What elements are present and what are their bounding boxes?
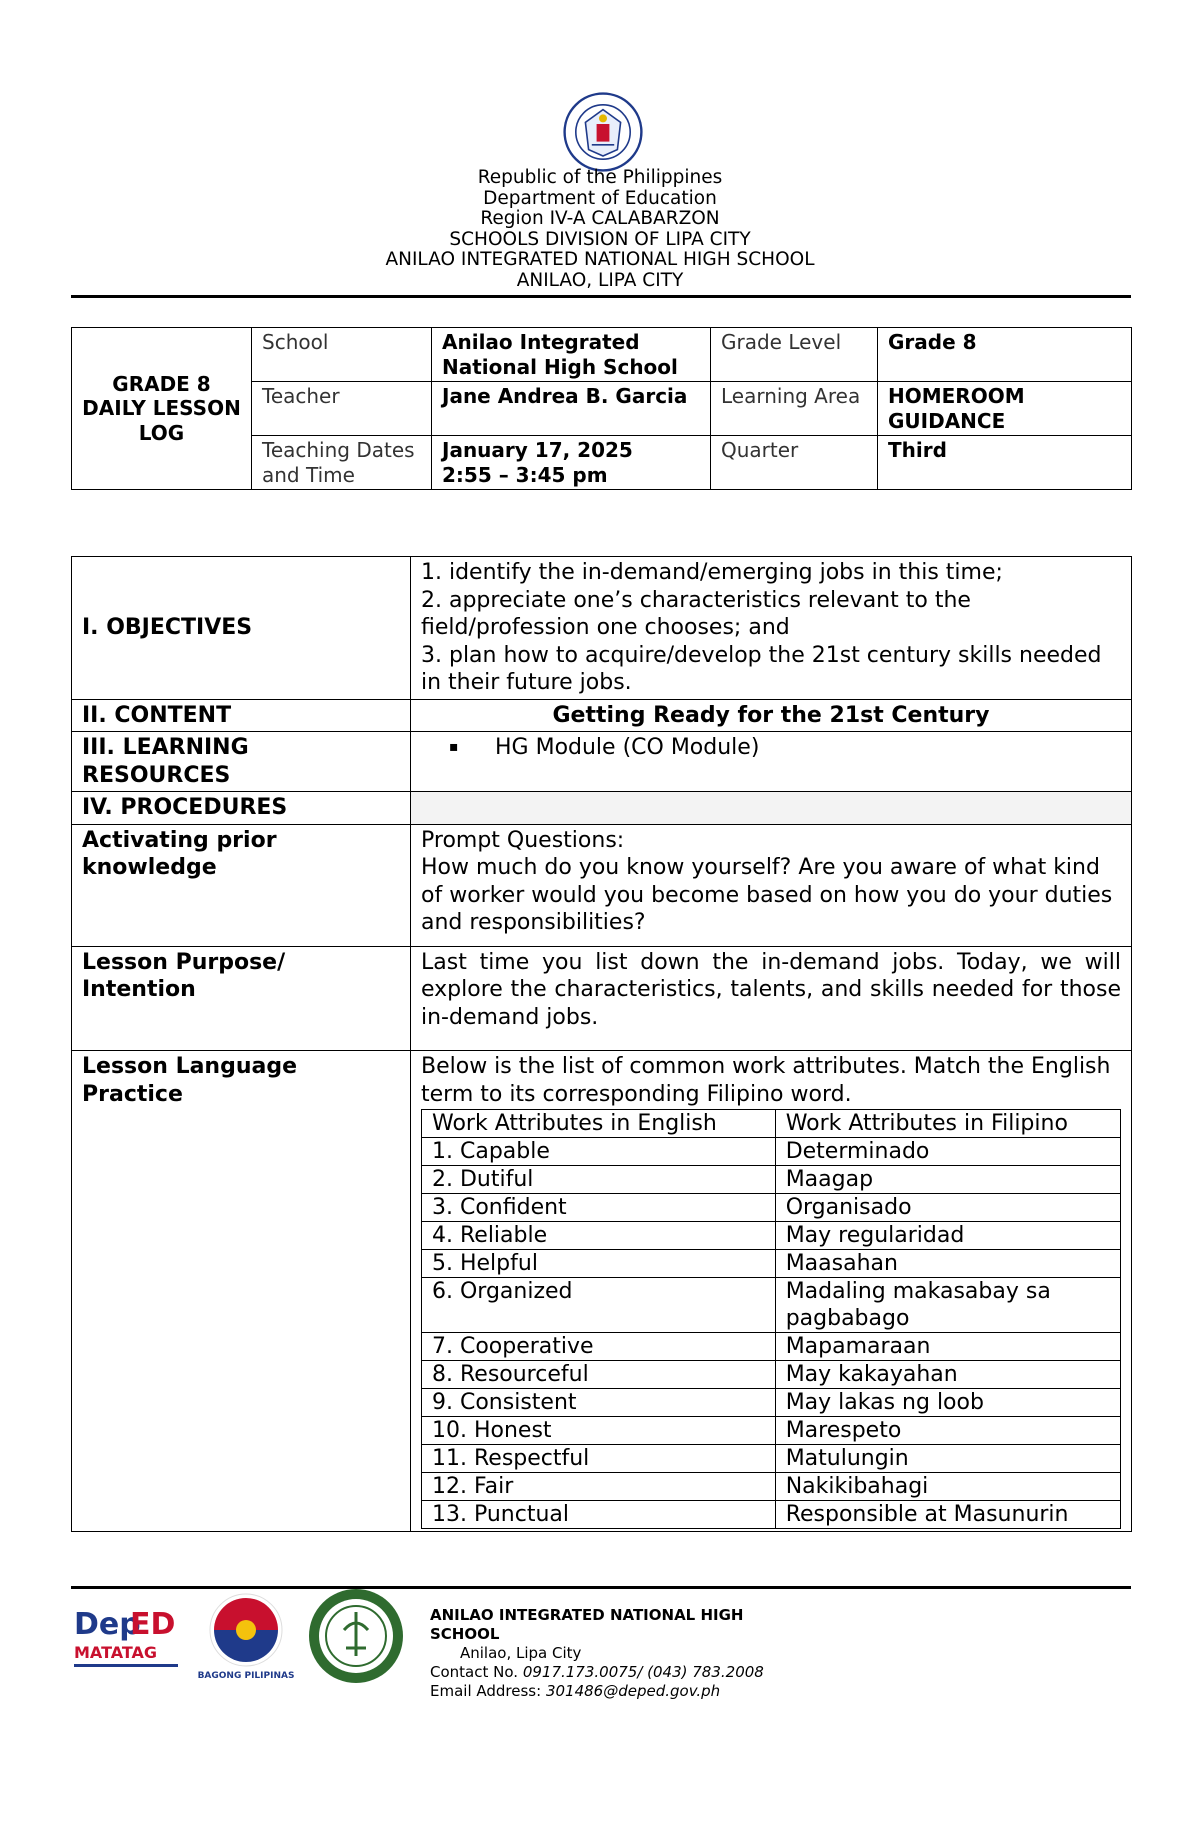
activating-row [72,824,1132,946]
attribute-english: 4. Reliable [422,1222,776,1250]
deped-seal-icon [553,92,653,172]
footer-divider [71,1586,1131,1589]
attribute-english: 2. Dutiful [422,1166,776,1194]
teacher-label: Teacher [252,382,432,436]
attribute-filipino: Maagap [775,1166,1120,1194]
attribute-english: 6. Organized [422,1278,776,1333]
teaching-date: January 17, 2025 [442,438,633,462]
email-value[interactable]: 301486@deped.gov.ph [545,1682,721,1700]
objective-item: 1. identify the in-demand/emerging jobs in this time; [421,560,1003,585]
attribute-filipino: May regularidad [775,1222,1120,1250]
attribute-filipino: Responsible at Masunurin [775,1501,1120,1529]
attribute-filipino: May kakayahan [775,1361,1120,1389]
objectives-row [72,557,1132,700]
school-label: School [252,328,432,382]
teacher-value: Jane Andrea B. Garcia [432,382,711,436]
contact-label: Contact No. [430,1663,519,1681]
attribute-row [422,1361,1121,1389]
deped-matatag-logo [72,1598,182,1676]
activating-text: How much do you know yourself? Are you aware of what kind of worker would you become based on how you do your duties and responsibilities? [421,855,1113,935]
activating-content [411,824,1132,946]
contact-value: 0917.173.0075/ (043) 783.2008 [522,1663,764,1681]
practice-text: Below is the list of common work attributes. Match the English term to its corresponding Filipino word. [421,1054,1111,1107]
content-value: Getting Ready for the 21st Century [411,699,1132,732]
document-header [0,168,1200,291]
attribute-row [422,1278,1121,1333]
resources-item [421,734,1121,762]
activating-label: Activating prior knowledge [72,824,411,946]
resources-label: III. LEARNING RESOURCES [72,732,411,792]
attribute-english: 1. Capable [422,1138,776,1166]
attribute-filipino: Marespeto [775,1417,1120,1445]
teaching-dates-value [432,436,711,490]
lesson-log-title: GRADE 8 DAILY LESSON LOG [72,328,252,490]
teaching-dates-label: Teaching Dates and Time [252,436,432,490]
attribute-filipino: May lakas ng loob [775,1389,1120,1417]
square-bullet-icon: ▪ [449,739,459,756]
attribute-row [422,1501,1121,1529]
attribute-filipino: Nakikibahagi [775,1473,1120,1501]
practice-label: Lesson Language Practice [72,1051,411,1532]
email-label: Email Address: [430,1682,542,1700]
objective-item: 2. appreciate one’s characteristics relevant to the field/profession one chooses; and [421,587,971,640]
objectives-list [411,557,1132,700]
svg-text:Dep: Dep [74,1607,141,1642]
purpose-label: Lesson Purpose/ Intention [72,946,411,1051]
practice-content [411,1051,1132,1532]
purpose-row [72,946,1132,1051]
learning-area-value: HOMEROOM GUIDANCE [878,382,1132,436]
teaching-time: 2:55 – 3:45 pm [442,462,608,487]
footer-school-name: ANILAO INTEGRATED NATIONAL HIGH SCHOOL [430,1606,744,1643]
attribute-english: 7. Cooperative [422,1333,776,1361]
resources-row [72,732,1132,792]
svg-text:BAGONG PILIPINAS: BAGONG PILIPINAS [197,1671,295,1681]
learning-area-label: Learning Area [711,382,878,436]
activating-prompt: Prompt Questions: [421,827,625,853]
attribute-english: 13. Punctual [422,1501,776,1529]
attribute-english: 5. Helpful [422,1250,776,1278]
school-value: Anilao Integrated National High School [432,328,711,382]
procedures-row [72,792,1132,825]
procedures-empty-cell [411,792,1132,825]
footer-contact-block [430,1606,770,1701]
attribute-row [422,1473,1121,1501]
header-line-school: ANILAO INTEGRATED NATIONAL HIGH SCHOOL [385,249,815,270]
header-line-republic: Republic of the Philippines [477,167,723,188]
attribute-filipino: Determinado [775,1138,1120,1166]
attribute-english: 12. Fair [422,1473,776,1501]
attr-header-english: Work Attributes in English [422,1110,776,1138]
attribute-filipino: Maasahan [775,1250,1120,1278]
attribute-row [422,1333,1121,1361]
svg-text:ED: ED [130,1607,176,1642]
attribute-english: 3. Confident [422,1194,776,1222]
attribute-filipino: Matulungin [775,1445,1120,1473]
content-row [72,699,1132,732]
header-line-division: SCHOOLS DIVISION OF LIPA CITY [449,228,751,250]
attribute-row [422,1250,1121,1278]
attribute-row [422,1194,1121,1222]
attribute-filipino: Organisado [775,1194,1120,1222]
objective-item: 3. plan how to acquire/develop the 21st century skills needed in their future jobs. [421,642,1102,695]
school-seal-icon [306,1586,406,1686]
attribute-english: 9. Consistent [422,1389,776,1417]
objectives-label: I. OBJECTIVES [72,557,411,700]
header-line-region: Region IV-A CALABARZON [480,208,720,229]
footer-address: Anilao, Lipa City [460,1644,582,1662]
attributes-header-row [422,1110,1121,1138]
attribute-row [422,1417,1121,1445]
purpose-text: Last time you list down the in-demand jobs. Today, we will explore the characteristics, talents, and skills needed for those in-demand jobs. [411,946,1132,1051]
resources-item-text: HG Module (CO Module) [495,735,760,760]
footer-email [430,1682,770,1701]
practice-row [72,1051,1132,1532]
attribute-filipino: Mapamaraan [775,1333,1120,1361]
attr-header-filipino: Work Attributes in Filipino [775,1110,1120,1138]
bagong-pilipinas-logo [196,1590,296,1682]
lesson-info-table [71,327,1132,490]
work-attributes-table [421,1109,1121,1529]
attribute-english: 10. Honest [422,1417,776,1445]
procedures-label: IV. PROCEDURES [72,792,411,825]
attribute-row [422,1445,1121,1473]
attribute-english: 8. Resourceful [422,1361,776,1389]
attribute-row [422,1222,1121,1250]
footer-contact [430,1663,770,1682]
resources-list [411,732,1132,792]
header-divider [71,295,1131,298]
header-line-address: ANILAO, LIPA CITY [516,269,684,291]
header-line-department: Department of Education [483,187,717,209]
grade-level-value: Grade 8 [878,328,1132,382]
attribute-row [422,1138,1121,1166]
quarter-label: Quarter [711,436,878,490]
lesson-plan-table [71,556,1132,1532]
attribute-filipino: Madaling makasabay sa pagbabago [775,1278,1120,1333]
attribute-row [422,1389,1121,1417]
svg-text:MATATAG: MATATAG [74,1643,158,1662]
content-label: II. CONTENT [72,699,411,732]
attribute-english: 11. Respectful [422,1445,776,1473]
grade-level-label: Grade Level [711,328,878,382]
quarter-value: Third [878,436,1132,490]
attribute-row [422,1166,1121,1194]
